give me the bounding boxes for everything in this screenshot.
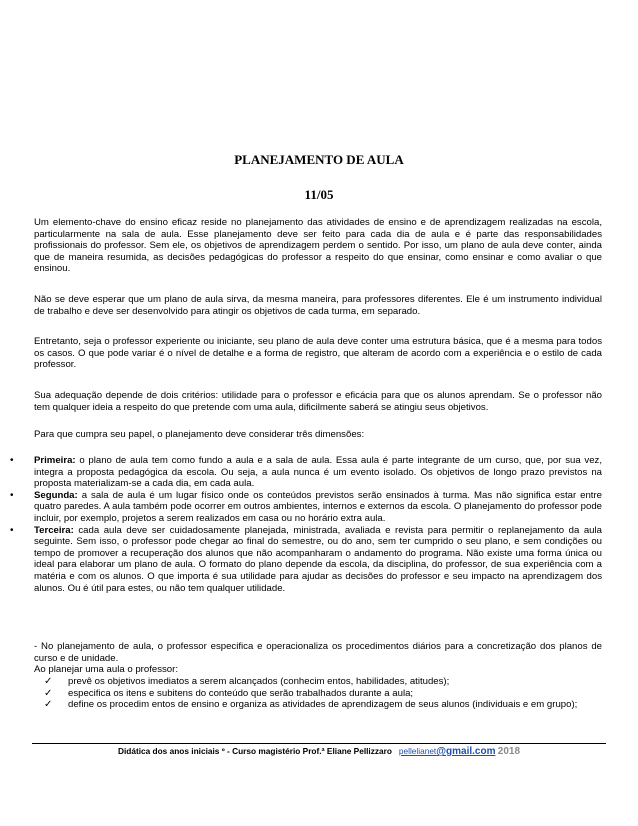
- footer-email-user: pellelianet: [398, 746, 437, 756]
- dimension-text: o plano de aula tem como fundo a aula e a sala de aula. Essa aula é parte integrante de um curso, que, por sua vez, integra a proposta pedagógica da escola. Ou seja, a aula nunca é um evento isolado. Os objetivos de longo prazo previstos na proposta materializam-se a cada dia, em cada aula.: [34, 455, 602, 490]
- list-item: [34, 688, 602, 700]
- footer-year: 2018: [497, 746, 521, 757]
- paragraph-individual-plan: Não se deve esperar que um plano de aula sirva, da mesma maneira, para professores diferentes. Ele é um instrumento individual de trabalho e deve ser desenvolvido para atingir os objetivos de cada turma, em separado.: [34, 294, 602, 317]
- checkmark-icon: ✓: [44, 687, 53, 699]
- list-item: [10, 455, 602, 490]
- paragraph-intro: Um elemento-chave do ensino eficaz reside no planejamento das atividades de ensino e de aprendizagem realizadas na escola, particularmente na sala de aula. Esse planejamento deve ser feito para cada dia de aula e é parte das responsabilidades profissionais do professor. Sem ele, os objetivos de aprendizagem perdem o sentido. Por isso, um plano de aula deve conter, ainda que de maneira resumida, as decisões pedagógicas do professor a respeito do que ensinar, como ensinar e como avaliar o que ensinou.: [34, 217, 602, 275]
- dimension-label: Segunda:: [34, 489, 78, 501]
- bullet-icon: •: [10, 455, 14, 466]
- dimension-label: Primeira:: [34, 455, 76, 466]
- footer-email-domain: @gmail.com: [436, 746, 496, 757]
- footer-divider: [32, 743, 606, 744]
- page-date: 11/05: [304, 187, 334, 202]
- list-item: [10, 490, 602, 525]
- paragraph-basic-structure: Entretanto, seja o professor experiente ou iniciante, seu plano de aula deve conter uma estrutura básica, que é a mesma para todos os casos. O que pode variar é o nível de detalhe e a forma de registro, que alteram de acordo com a experiência e o estilo de cada professor.: [34, 336, 602, 371]
- bullet-icon: •: [10, 524, 14, 536]
- checklist-text: especifica os itens e subitens do conteúdo que serão trabalhados durante a aula;: [68, 687, 414, 699]
- paragraph-closing-intro: Ao planejar uma aula o professor:: [34, 664, 178, 675]
- dimension-label: Terceira:: [34, 524, 74, 536]
- checkmark-icon: ✓: [44, 676, 53, 687]
- page-footer: [0, 746, 638, 757]
- list-item: [34, 676, 602, 688]
- paragraph-criteria: Sua adequação depende de dois critérios: utilidade para o professor e eficácia para que os alunos aprendam. Se o professor não tem qualquer ideia a respeito do que pretende com uma aula, dificilmente saberá se atingiu seus objetivos.: [34, 390, 602, 413]
- dimension-text: a sala de aula é um lugar físico onde os conteúdos previstos serão ensinados à turma. Mas não significa estar entre quatro paredes. A aula também pode ocorrer em outros ambientes, internos e externos da escola. O planejamento do professor pode incluir, por exemplo, projetos a serem realizados em casa ou no horário extra aula.: [34, 489, 602, 524]
- dimension-text: cada aula deve ser cuidadosamente planejada, ministrada, avaliada e revista para permitir o replanejamento da aula seguinte. Sem isso, o professor pode chegar ao final do semestre, ou do ano, sem ter cumprido o seu plano, e sem condições ou tempo de promover a recuperação dos alunos que não acompanharam o andamento do programa. Não existe uma forma única ou ideal para elaborar um plano de aula. O formato do plano depende da escola, da disciplina, do professor, de sua experiência com a matéria e com os alunos. O que importa é sua utilidade para ajudar as decisões do professor e seu impacto na aprendizagem dos alunos. Ou é útil para estes, ou não tem qualquer utilidade.: [34, 524, 602, 594]
- dimensions-list: [10, 455, 602, 594]
- checklist-text: prevê os objetivos imediatos a serem alcançados (conhecim entos, habilidades, atitudes);: [68, 676, 450, 687]
- footer-email-link[interactable]: [399, 746, 496, 756]
- checklist: [34, 676, 602, 711]
- bullet-icon: •: [10, 489, 14, 501]
- page-title: PLANEJAMENTO DE AULA: [234, 152, 404, 167]
- checkmark-icon: ✓: [44, 699, 53, 711]
- list-item: [34, 699, 602, 711]
- footer-text: Didática dos anos iniciais º - Curso magistério Prof.ª Eliane Pellizzaro: [117, 746, 392, 756]
- list-item: [10, 525, 602, 595]
- paragraph-closing: - No planejamento de aula, o professor especifica e operacionaliza os procedimentos diários para a concretização dos planos de curso e de unidade.: [34, 641, 602, 664]
- checklist-text: define os procedim entos de ensino e organiza as atividades de aprendizagem de seus alunos (individuais e em grupo);: [68, 699, 578, 711]
- paragraph-dimensions-intro: Para que cumpra seu papel, o planejamento deve considerar três dimensões:: [34, 429, 365, 440]
